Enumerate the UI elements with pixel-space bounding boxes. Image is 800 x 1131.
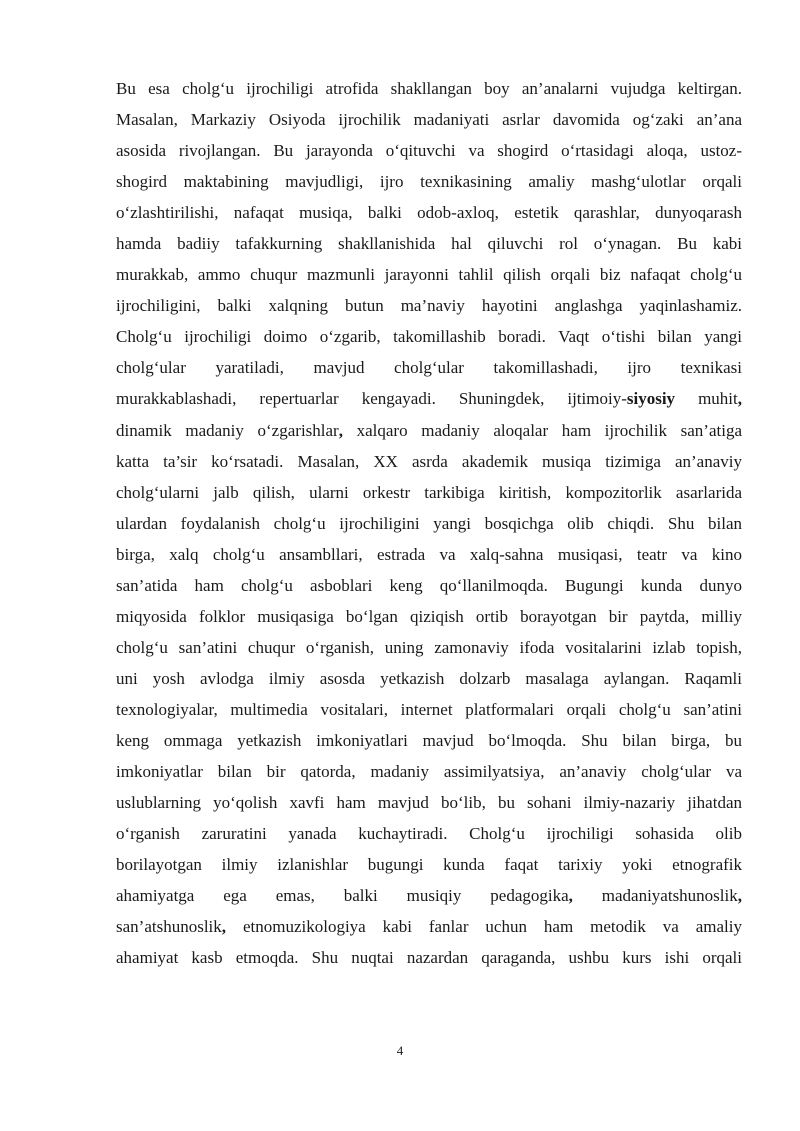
text-segment: san’atida ham cholg‘u asboblari keng qo‘llanilmoqda. Bugungi kunda dunyo — [116, 575, 742, 595]
text-segment: uni yosh avlodga ilmiy asosda yetkazish dolzarb masalaga aylangan. Raqamli — [116, 668, 742, 688]
text-segment: Bu esa cholg‘u ijrochiligi atrofida shakllangan boy an’analarni vujudga keltirgan. — [116, 79, 742, 98]
text-segment: ahamiyat kasb etmoqda. Shu nuqtai nazardan qaraganda, ushbu kurs ishi orqali — [116, 948, 742, 968]
text-line — [116, 73, 742, 104]
text-segment: cholg‘u san’atini chuqur o‘rganish, uning zamonaviy ifoda vositalarini izlab topish, — [116, 637, 742, 657]
text-segment: shogird maktabining mavjudligi, ijro texnikasining amaliy mashg‘ulotlar orqali — [116, 172, 742, 192]
text-line — [116, 942, 742, 973]
text-segment: xalqaro madaniy aloqalar ham ijrochilik san’atiga — [342, 420, 742, 440]
text-line — [116, 725, 742, 756]
text-segment: asosida rivojlangan. Bu jarayonda o‘qituvchi va shogird o‘rtasidagi aloqa, ustoz- — [116, 141, 742, 161]
text-line — [116, 415, 742, 446]
text-line — [116, 694, 742, 725]
text-segment: murakkablashadi, repertuarlar kengayadi. Shuningdek, ijtimoiy- — [116, 389, 627, 409]
text-segment: madaniyatshunoslik — [572, 886, 738, 906]
text-segment: miqyosida folklor musiqasiga bo‘lgan qiziqish ortib borayotgan bir paytda, milliy — [116, 606, 742, 626]
text-segment: ijrochiligini, balki xalqning butun ma’naviy hayotini anglashga yaqinlashamiz. — [116, 296, 742, 316]
text-line — [116, 632, 742, 663]
text-segment: ulardan foydalanish cholg‘u ijrochiligini yangi bosqichga olib chiqdi. Shu bilan — [116, 513, 742, 533]
text-line — [116, 104, 742, 135]
bold-text-segment: , — [338, 420, 343, 440]
text-line — [116, 228, 742, 259]
text-line — [116, 508, 742, 539]
text-segment: cholg‘ular yaratiladi, mavjud cholg‘ular takomillashadi, ijro texnikasi — [116, 358, 742, 378]
bold-text-segment: , — [737, 389, 742, 409]
text-segment: cholg‘ularni jalb qilish, ularni orkestr tarkibiga kiritish, kompozitorlik asarlarida — [116, 482, 742, 502]
body-text — [116, 73, 742, 973]
text-line — [116, 135, 742, 166]
text-line — [116, 259, 742, 290]
text-line — [116, 290, 742, 321]
text-segment: Masalan, Markaziy Osiyoda ijrochilik madaniyati asrlar davomida og‘zaki an’ana — [116, 110, 742, 130]
text-line — [116, 446, 742, 477]
text-line — [116, 383, 742, 414]
text-line — [116, 787, 742, 818]
bold-text-segment: , — [568, 886, 573, 906]
text-line — [116, 601, 742, 632]
text-line — [116, 880, 742, 911]
text-segment: etnomuzikologiya kabi fanlar uchun ham metodik va amaliy — [226, 917, 742, 937]
bold-text-segment: , — [221, 917, 227, 937]
page-number: 4 — [396, 1043, 404, 1058]
text-segment: dinamik madaniy o‘zgarishlar — [116, 420, 339, 440]
text-segment: uslublarning yo‘qolish xavfi ham mavjud bo‘lib, bu sohani ilmiy-nazariy jihatdan — [116, 793, 742, 813]
text-segment: Cholg‘u ijrochiligi doimo o‘zgarib, takomillashib boradi. Vaqt o‘tishi bilan yangi — [116, 327, 742, 347]
text-line — [116, 321, 742, 352]
text-segment: hamda badiiy tafakkurning shakllanishida hal qiluvchi rol o‘ynagan. Bu kabi — [116, 234, 742, 254]
text-segment: katta ta’sir ko‘rsatadi. Masalan, XX asrda akademik musiqa tizimiga an’anaviy — [116, 451, 742, 471]
text-line — [116, 911, 742, 942]
text-line — [116, 756, 742, 787]
text-line — [116, 570, 742, 601]
text-line — [116, 849, 742, 880]
text-segment: birga, xalq cholg‘u ansambllari, estrada va xalq-sahna musiqasi, teatr va kino — [116, 544, 742, 564]
text-segment: borilayotgan ilmiy izlanishlar bugungi kunda faqat tarixiy yoki etnografik — [116, 855, 742, 875]
text-segment: texnologiyalar, multimedia vositalari, internet platformalari orqali cholg‘u san’atini — [116, 699, 742, 719]
bold-text-segment: siyosiy — [626, 389, 676, 409]
text-segment: imkoniyatlar bilan bir qatorda, madaniy assimilyatsiya, an’anaviy cholg‘ular va — [116, 762, 742, 782]
text-line — [116, 197, 742, 228]
text-line — [116, 166, 742, 197]
text-segment: ahamiyatga ega emas, balki musiqiy pedagogika — [116, 886, 569, 906]
bold-text-segment: , — [737, 886, 742, 906]
text-segment: san’atshunoslik — [116, 917, 222, 937]
text-line — [116, 663, 742, 694]
text-segment: o‘rganish zaruratini yanada kuchaytiradi. Cholg‘u ijrochiligi sohasida olib — [116, 824, 742, 844]
text-line — [116, 539, 742, 570]
text-line — [116, 352, 742, 383]
text-segment: muhit — [675, 389, 738, 409]
text-segment: keng ommaga yetkazish imkoniyatlari mavjud bo‘lmoqda. Shu bilan birga, bu — [116, 730, 742, 750]
text-line — [116, 818, 742, 849]
text-segment: o‘zlashtirilishi, nafaqat musiqa, balki odob-axloq, estetik qarashlar, dunyoqarash — [116, 203, 742, 223]
text-segment: murakkab, ammo chuqur mazmunli jarayonni tahlil qilish orqali biz nafaqat cholg‘u — [116, 265, 742, 285]
text-line — [116, 477, 742, 508]
